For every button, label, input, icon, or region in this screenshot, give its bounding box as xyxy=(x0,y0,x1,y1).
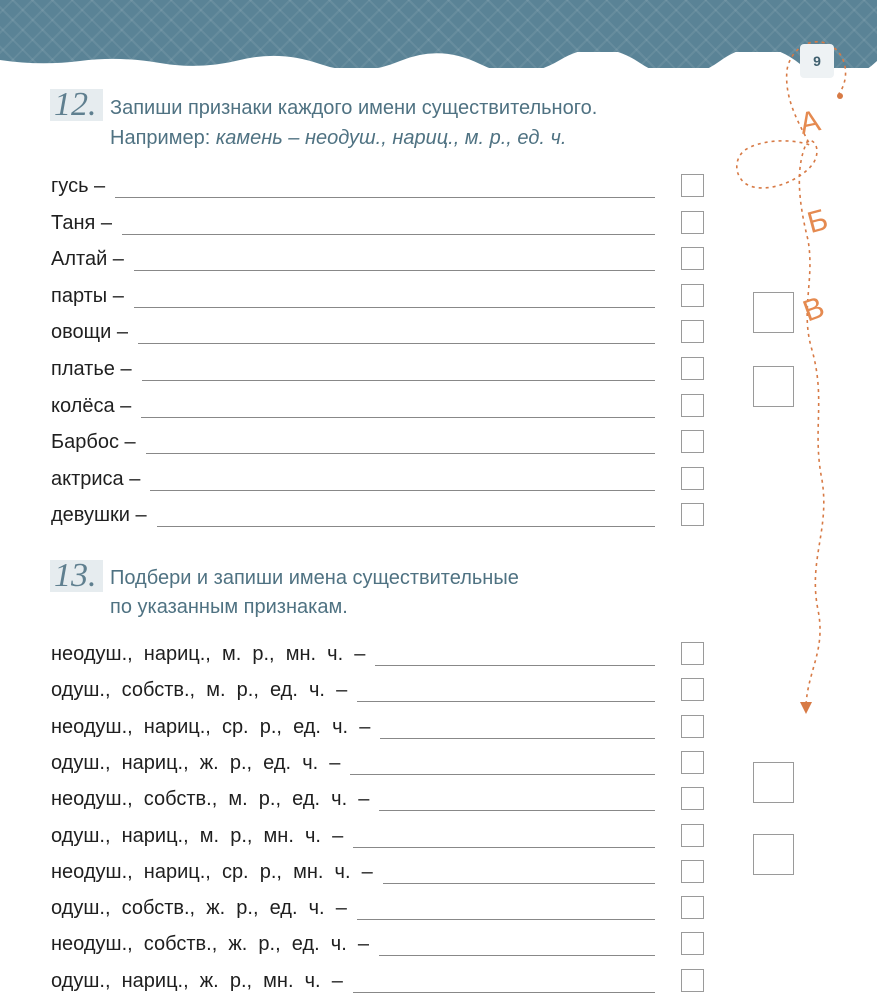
check-box[interactable] xyxy=(681,174,704,197)
check-box[interactable] xyxy=(681,969,704,992)
side-answer-box[interactable] xyxy=(753,292,794,333)
check-box[interactable] xyxy=(681,320,704,343)
features-row xyxy=(51,640,655,666)
answer-line[interactable] xyxy=(146,435,655,454)
answer-line[interactable] xyxy=(379,937,655,956)
noun-label: парты – xyxy=(51,284,124,307)
features-label: неодуш., нариц., м. р., мн. ч. – xyxy=(51,643,366,665)
features-row xyxy=(51,822,655,848)
side-answer-box[interactable] xyxy=(753,834,794,875)
task-12-instruction: Запиши признаки каждого имени существительного. xyxy=(110,97,598,119)
task-12-example xyxy=(110,123,566,153)
features-row xyxy=(51,894,655,920)
check-box[interactable] xyxy=(681,715,704,738)
features-label: неодуш., нариц., ср. р., ед. ч. – xyxy=(51,715,371,738)
noun-row xyxy=(51,428,655,454)
answer-line[interactable] xyxy=(353,974,655,993)
features-label: одуш., нариц., ж. р., мн. ч. – xyxy=(51,969,343,992)
features-label: одуш., собств., ж. р., ед. ч. – xyxy=(51,897,347,920)
check-box[interactable] xyxy=(681,430,704,453)
answer-line[interactable] xyxy=(157,508,655,527)
features-row xyxy=(51,858,655,884)
noun-row xyxy=(51,245,655,271)
check-box[interactable] xyxy=(681,642,704,665)
noun-row xyxy=(51,282,655,308)
check-box[interactable] xyxy=(681,751,704,774)
example-label: Например: xyxy=(110,127,211,149)
check-box[interactable] xyxy=(681,860,704,883)
features-row xyxy=(51,713,655,739)
answer-line[interactable] xyxy=(141,399,655,418)
noun-label: Барбос – xyxy=(51,431,136,454)
answer-line[interactable] xyxy=(380,720,655,739)
check-box[interactable] xyxy=(681,896,704,919)
check-box[interactable] xyxy=(681,357,704,380)
noun-label: Таня – xyxy=(51,211,112,234)
answer-line[interactable] xyxy=(138,325,655,344)
features-label: неодуш., нариц., ср. р., мн. ч. – xyxy=(51,860,373,883)
answer-line[interactable] xyxy=(357,683,655,702)
answer-line[interactable] xyxy=(357,901,655,920)
letter-a: А xyxy=(796,104,824,141)
check-box[interactable] xyxy=(681,932,704,955)
features-row xyxy=(51,749,655,775)
noun-row xyxy=(51,501,655,527)
page-number: 9 xyxy=(800,44,834,78)
noun-row xyxy=(51,355,655,381)
answer-line[interactable] xyxy=(350,756,655,775)
check-box[interactable] xyxy=(681,394,704,417)
answer-line[interactable] xyxy=(122,216,655,235)
answer-line[interactable] xyxy=(134,289,655,308)
features-row xyxy=(51,785,655,811)
features-label: одуш., нариц., ж. р., ед. ч. – xyxy=(51,751,341,774)
features-row xyxy=(51,676,655,702)
noun-label: овощи – xyxy=(51,321,128,344)
check-box[interactable] xyxy=(681,247,704,270)
noun-label: платье – xyxy=(51,358,132,380)
answer-line[interactable] xyxy=(375,647,655,666)
task-13-instruction-line1: Подбери и запиши имена существительные xyxy=(110,567,519,589)
side-answer-box[interactable] xyxy=(753,762,794,803)
answer-line[interactable] xyxy=(142,362,655,381)
noun-label: гусь – xyxy=(51,175,106,197)
noun-row xyxy=(51,172,655,198)
features-label: одуш., собств., м. р., ед. ч. – xyxy=(51,679,348,702)
check-box[interactable] xyxy=(681,824,704,847)
example-text: камень – неодуш., нариц., м. р., ед. ч. xyxy=(215,127,567,149)
task-12-number: 12. xyxy=(50,85,103,125)
answer-line[interactable] xyxy=(379,792,655,811)
check-box[interactable] xyxy=(681,467,704,490)
header-torn-edge xyxy=(0,52,877,76)
noun-row xyxy=(51,318,655,344)
answer-line[interactable] xyxy=(383,865,655,884)
features-label: одуш., нариц., м. р., мн. ч. – xyxy=(51,824,344,847)
check-box[interactable] xyxy=(681,284,704,307)
features-row xyxy=(51,967,655,993)
task-13-instruction-line2: по указанным признакам. xyxy=(110,596,348,618)
answer-line[interactable] xyxy=(353,829,655,848)
noun-label: девушки – xyxy=(51,504,147,527)
answer-line[interactable] xyxy=(134,252,655,271)
check-box[interactable] xyxy=(681,211,704,234)
check-box[interactable] xyxy=(681,678,704,701)
noun-row xyxy=(51,465,655,491)
features-row xyxy=(51,930,655,956)
noun-row xyxy=(51,209,655,235)
noun-label: актриса – xyxy=(51,467,141,490)
answer-line[interactable] xyxy=(150,472,655,491)
task-13-number: 13. xyxy=(50,556,103,596)
check-box[interactable] xyxy=(681,787,704,810)
check-box[interactable] xyxy=(681,503,704,526)
answer-line[interactable] xyxy=(115,179,655,198)
letter-b: Б xyxy=(803,203,832,241)
features-label: неодуш., собств., м. р., ед. ч. – xyxy=(51,788,370,811)
noun-label: Алтай – xyxy=(51,248,124,271)
noun-row xyxy=(51,392,655,418)
features-label: неодуш., собств., ж. р., ед. ч. – xyxy=(51,933,370,956)
side-answer-box[interactable] xyxy=(753,366,794,407)
noun-label: колёса – xyxy=(51,394,132,417)
letter-v: В xyxy=(798,290,829,329)
